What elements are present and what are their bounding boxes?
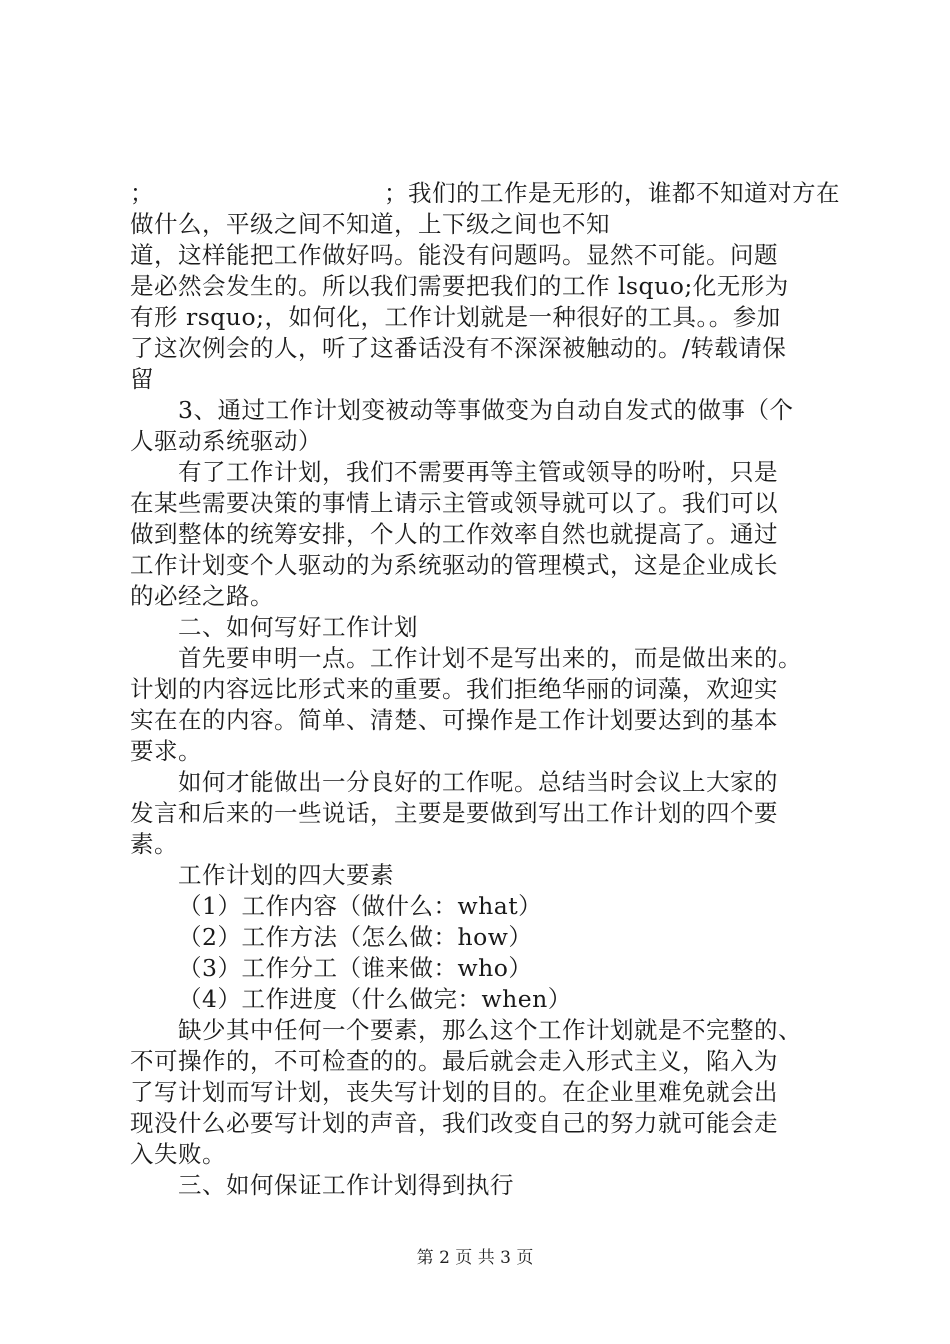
text-line: 要求。	[130, 737, 202, 765]
text-line: 是必然会发生的。所以我们需要把我们的工作 lsquo;化无形为	[130, 272, 789, 300]
document-body	[130, 178, 850, 1201]
text-line: 工作计划的四大要素	[178, 861, 394, 889]
text-fragment: ；我们的工作是无形的，谁都不知道对方在	[384, 179, 840, 207]
paragraph-how-to	[130, 767, 850, 860]
text-line: 发言和后来的一些说话，主要是要做到写出工作计划的四个要	[130, 799, 778, 827]
text-line: 的必经之路。	[130, 582, 274, 610]
page-footer	[0, 1243, 950, 1268]
text-line: 有形 rsquo;，如何化，工作计划就是一种很好的工具。。参加	[130, 303, 781, 331]
text-line: 在某些需要决策的事情上请示主管或领导就可以了。我们可以	[130, 489, 778, 517]
text-line: 了写计划而写计划，丧失写计划的目的。在企业里难免就会出	[130, 1078, 778, 1106]
heading-text: 三、如何保证工作计划得到执行	[178, 1171, 514, 1199]
text-line: 入失败。	[130, 1140, 226, 1168]
paragraph-point-3	[130, 395, 850, 457]
text-line: 有了工作计划，我们不需要再等主管或领导的吩咐，只是	[178, 458, 778, 486]
text-line: 做什么，平级之间不知道，上下级之间也不知	[130, 210, 610, 238]
leading-semicolon: ；	[130, 179, 154, 207]
text-line: 缺少其中任何一个要素，那么这个工作计划就是不完整的、	[178, 1016, 802, 1044]
list-item: （3）工作分工（谁来做：who）	[178, 954, 533, 982]
text-line: 工作计划变个人驱动的为系统驱动的管理模式，这是企业成长	[130, 551, 778, 579]
paragraph-intro-continuation	[130, 178, 850, 395]
subheading-four-elements	[130, 860, 850, 891]
text-line: 实在在的内容。简单、清楚、可操作是工作计划要达到的基本	[130, 706, 778, 734]
elements-list	[130, 891, 850, 1015]
text-line: 了这次例会的人，听了这番话没有不深深被触动的。/转载请保	[130, 334, 787, 362]
text-line: 计划的内容远比形式来的重要。我们拒绝华丽的词藻，欢迎实	[130, 675, 778, 703]
heading-text: 二、如何写好工作计划	[178, 613, 418, 641]
text-line: 不可操作的，不可检查的的。最后就会走入形式主义，陷入为	[130, 1047, 778, 1075]
text-line: 现没什么必要写计划的声音，我们改变自己的努力就可能会走	[130, 1109, 778, 1137]
text-line: 素。	[130, 830, 178, 858]
section-heading-2	[130, 612, 850, 643]
paragraph-work-plan-benefit	[130, 457, 850, 612]
text-line: 做到整体的统筹安排，个人的工作效率自然也就提高了。通过	[130, 520, 778, 548]
text-line: 如何才能做出一分良好的工作呢。总结当时会议上大家的	[178, 768, 778, 796]
page-number-label: 第 2 页 共 3 页	[416, 1248, 534, 1268]
text-line: 3、通过工作计划变被动等事做变为自动自发式的做事（个	[178, 396, 794, 424]
text-line: 首先要申明一点。工作计划不是写出来的，而是做出来的。	[178, 644, 802, 672]
list-item: （1）工作内容（做什么：what）	[178, 892, 543, 920]
section-heading-3	[130, 1170, 850, 1201]
list-item: （2）工作方法（怎么做：how）	[178, 923, 533, 951]
text-line: 人驱动系统驱动）	[130, 427, 322, 455]
text-line	[130, 178, 850, 209]
text-line: 道，这样能把工作做好吗。能没有问题吗。显然不可能。问题	[130, 241, 778, 269]
list-item: （4）工作进度（什么做完：when）	[178, 985, 572, 1013]
paragraph-missing-element	[130, 1015, 850, 1170]
text-line: 留	[130, 365, 154, 393]
paragraph-declaration	[130, 643, 850, 767]
